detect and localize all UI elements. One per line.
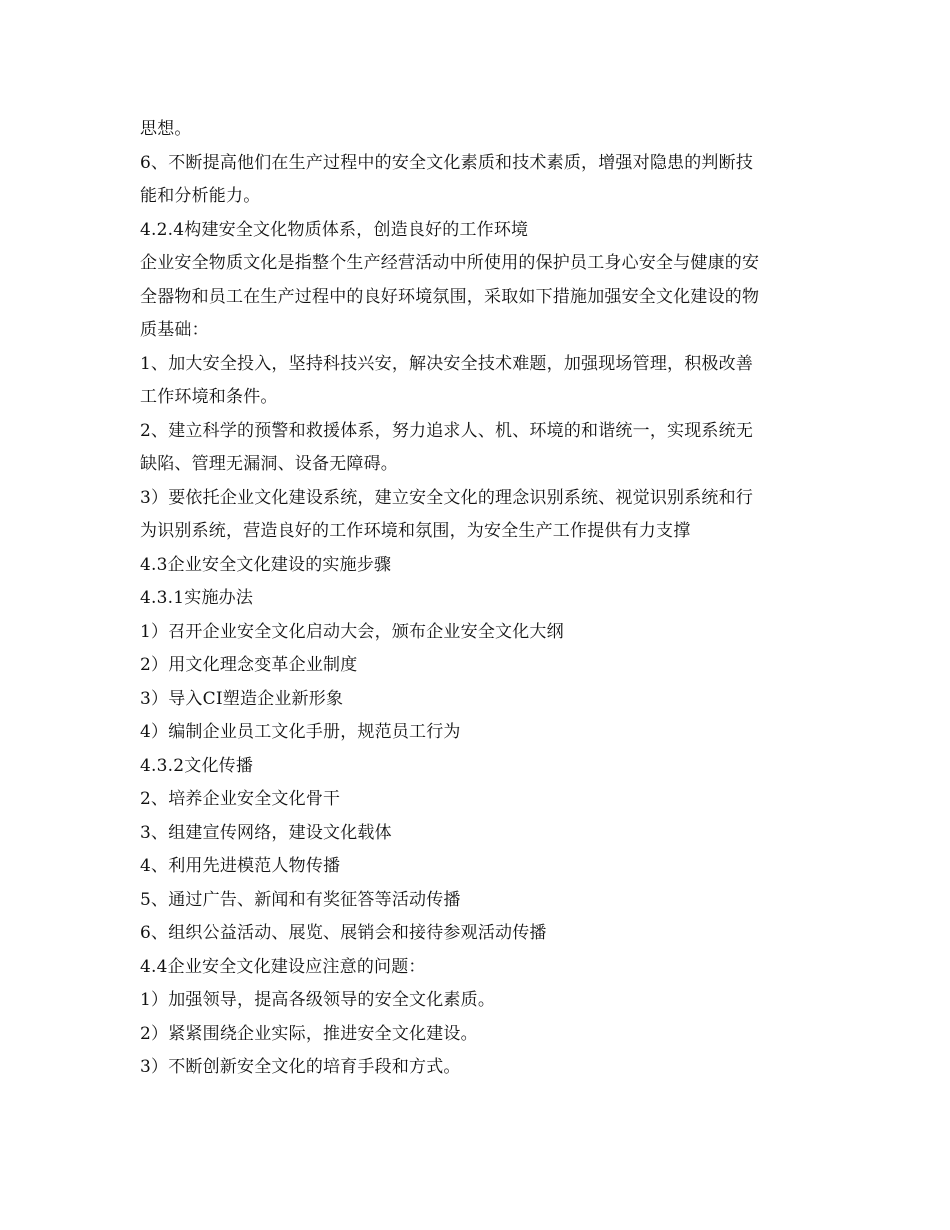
list-item: 2）紧紧围绕企业实际，推进安全文化建设。 [140, 1023, 478, 1044]
list-item: 5、通过广告、新闻和有奖征答等活动传播 [140, 889, 461, 910]
list-item: 3）不断创新安全文化的培育手段和方式。 [140, 1057, 461, 1077]
text-line: 工作环境和条件。 [140, 387, 278, 407]
section-heading: 4.3.1实施办法 [140, 588, 254, 608]
text-line: 企业安全物质文化是指整个生产经营活动中所使用的保护员工身心安全与健康的安 [140, 253, 760, 273]
document-body [140, 113, 815, 1085]
section-heading: 4.2.4构建安全文化物质体系，创造良好的工作环境 [140, 219, 529, 240]
text-line: 2、建立科学的预警和救援体系，努力追求人、机、环境的和谐统一，实现系统无 [140, 420, 754, 441]
list-item: 1）召开企业安全文化启动大会，颁布企业安全文化大纲 [140, 621, 564, 642]
list-item: 6、组织公益活动、展览、展销会和接待参观活动传播 [140, 923, 547, 943]
list-item: 1）加强领导，提高各级领导的安全文化素质。 [140, 990, 496, 1010]
text-line: 6、不断提高他们在生产过程中的安全文化素质和技术素质，增强对隐患的判断技 [140, 152, 754, 173]
section-heading: 4.3企业安全文化建设的实施步骤 [140, 554, 392, 575]
list-item: 4）编制企业员工文化手册，规范员工行为 [140, 722, 461, 742]
section-heading: 4.4企业安全文化建设应注意的问题： [140, 956, 426, 977]
text-line: 思想。 [140, 119, 192, 139]
section-heading: 4.3.2文化传播 [140, 755, 254, 776]
list-item: 2、培养企业安全文化骨干 [140, 789, 341, 809]
text-line: 3）要依托企业文化建设系统，建立安全文化的理念识别系统、视觉识别系统和行 [140, 487, 754, 508]
text-line: 能和分析能力。 [140, 186, 261, 206]
text-line: 缺陷、管理无漏洞、设备无障碍。 [140, 454, 398, 474]
text-line: 质基础： [140, 320, 209, 340]
list-item: 2）用文化理念变革企业制度 [140, 655, 358, 675]
list-item: 3、组建宣传网络，建设文化载体 [140, 822, 392, 843]
text-line: 为识别系统，营造良好的工作环境和氛围，为安全生产工作提供有力支撑 [140, 521, 691, 541]
list-item: 3）导入CI塑造企业新形象 [140, 688, 344, 709]
text-line: 1、加大安全投入，坚持科技兴安，解决安全技术难题，加强现场管理，积极改善 [140, 353, 754, 374]
text-line: 全器物和员工在生产过程中的良好环境氛围，采取如下措施加强安全文化建设的物 [140, 286, 760, 307]
list-item: 4、利用先进模范人物传播 [140, 856, 341, 876]
